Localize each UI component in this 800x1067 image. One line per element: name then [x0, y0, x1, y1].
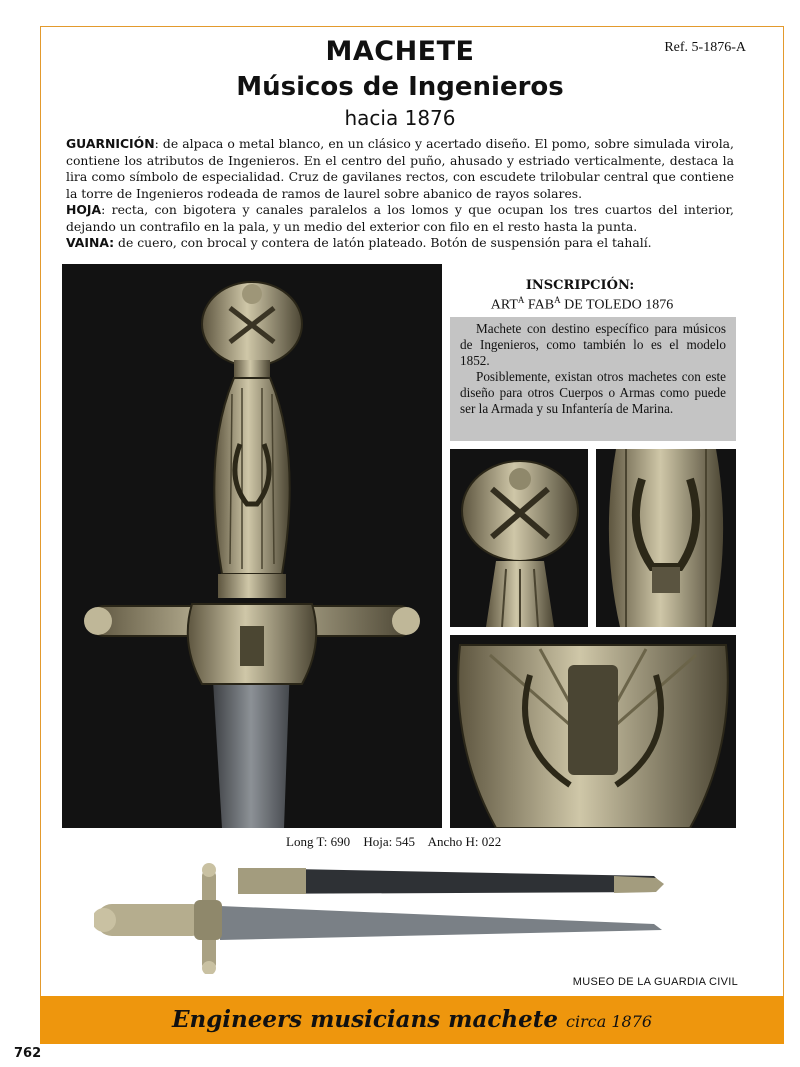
- description-block: [66, 136, 734, 252]
- english-circa: circa 1876: [566, 1012, 653, 1031]
- lyre-illustration: [596, 449, 736, 627]
- dimension-long: Long T: 690: [286, 834, 351, 849]
- machete-scabbard-illustration: [94, 862, 664, 974]
- hilt-illustration: [62, 264, 442, 828]
- note-paragraph-2: Posiblemente, existan otros machetes con este diseño para otros Cuerpos o Armas como puede ser la Armada y su Infantería de Marina.: [460, 369, 726, 416]
- dimensions: [286, 834, 511, 850]
- hoja-paragraph: [66, 202, 734, 235]
- inscription-sup1: A: [517, 295, 525, 305]
- hoja-label: HOJA: [66, 202, 102, 217]
- inscription-part1: ART: [490, 297, 518, 313]
- museum-credit: MUSEO DE LA GUARDIA CIVIL: [572, 976, 738, 988]
- tower-detail-photo: [450, 635, 736, 828]
- inscription-heading: INSCRIPCIÓN:: [525, 278, 635, 293]
- vaina-text: de cuero, con brocal y contera de latón plateado. Botón de suspensión para el tahalí.: [114, 235, 652, 250]
- english-title: Engineers musicians machete: [171, 1006, 559, 1033]
- guarnicion-text: : de alpaca o metal blanco, en un clásico y acertado diseño. El pomo, sobre simulada virola, contiene los atributos de Ingenieros. En el centro del puño, ahusado y estriado verticalmente, destaca la lira como símbolo de especialidad. Cruz de gavilanes rectos, con escudete trilobular central que contiene la torre de Ingenieros rodeada de ramos de laurel sobre abanico de rayos solares.: [66, 136, 734, 201]
- tower-illustration: [450, 635, 736, 828]
- hoja-text: : recta, con bigotera y canales paralelos a los lomos y que ocupan los tres cuartos del interior, dejando un contrafilo en la pala, y un medio del exterior con filo en el resto hasta la punta.: [66, 202, 734, 234]
- page-number: 762: [14, 1046, 42, 1061]
- full-machete-photo: [94, 862, 664, 974]
- note-paragraph-1: Machete con destino específico para músicos de Ingenieros, como también lo es el modelo 1852.: [460, 321, 726, 368]
- inscription-part3: DE TOLEDO 1876: [560, 297, 674, 313]
- inscription-part2: FAB: [524, 297, 555, 313]
- vaina-label: VAINA:: [66, 235, 115, 250]
- pommel-illustration: [450, 449, 588, 627]
- inscription-text: [450, 295, 714, 314]
- page-subtitle: Músicos de Ingenieros: [236, 72, 564, 102]
- english-title-banner: [40, 996, 784, 1044]
- dimension-hoja: Hoja: 545: [363, 834, 416, 849]
- page-date: hacia 1876: [344, 106, 456, 130]
- reference-code: Ref. 5-1876-A: [664, 40, 746, 55]
- page-title: MACHETE: [325, 36, 475, 67]
- vaina-paragraph: [66, 235, 734, 252]
- hilt-photo: [62, 264, 442, 828]
- inscription-sup2: A: [554, 295, 561, 305]
- dimension-ancho: Ancho H: 022: [427, 834, 502, 849]
- pommel-detail-photo: [450, 449, 588, 627]
- lyre-detail-photo: [596, 449, 736, 627]
- guarnicion-label: GUARNICIÓN: [66, 136, 155, 151]
- guarnicion-paragraph: [66, 136, 734, 202]
- note-box: [450, 317, 736, 441]
